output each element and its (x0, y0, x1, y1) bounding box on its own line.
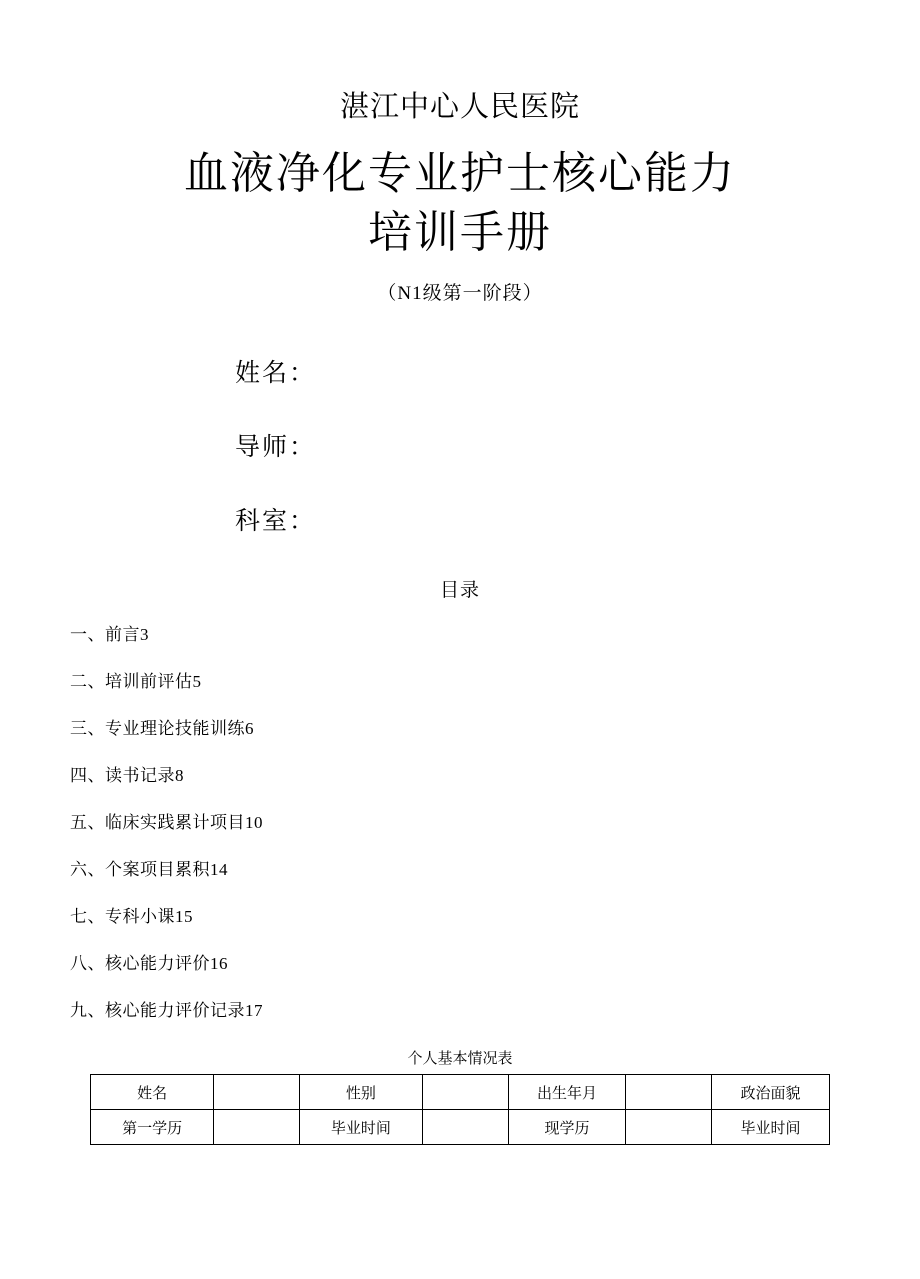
toc-item[interactable]: 九、核心能力评价记录17 (70, 1001, 263, 1021)
title-subtitle: （N1级第一阶段） (377, 283, 543, 305)
cell-input[interactable] (422, 1075, 508, 1110)
toc-item[interactable]: 一、前言3 (70, 625, 149, 645)
field-department: 科室： (235, 508, 317, 536)
cell-label: 性别 (299, 1075, 422, 1110)
toc-item[interactable]: 二、培训前评估5 (70, 672, 202, 692)
toc-item[interactable]: 三、专业理论技能训练6 (70, 719, 254, 739)
cell-label: 毕业时间 (299, 1110, 422, 1145)
page-title (70, 144, 850, 263)
table-row (91, 1110, 830, 1145)
field-mentor: 导师： (235, 434, 317, 462)
field-name: 姓名： (235, 360, 317, 388)
title-line-2: 培训手册 (368, 207, 552, 259)
toc-item[interactable]: 八、核心能力评价16 (70, 954, 228, 974)
cell-label: 出生年月 (508, 1075, 626, 1110)
toc-item[interactable]: 六、个案项目累积14 (70, 860, 228, 880)
cell-label: 姓名 (91, 1075, 214, 1110)
fill-in-fields (70, 353, 850, 537)
cell-input[interactable] (422, 1110, 508, 1145)
cell-label: 现学历 (508, 1110, 626, 1145)
cell-input[interactable] (214, 1075, 300, 1110)
table-caption: 个人基本情况表 (407, 1051, 513, 1068)
personal-info-table (90, 1074, 830, 1145)
cell-label: 第一学历 (91, 1110, 214, 1145)
cell-input[interactable] (626, 1110, 712, 1145)
table-of-contents (70, 620, 850, 1021)
table-row (91, 1075, 830, 1110)
cell-input[interactable] (214, 1110, 300, 1145)
cell-input[interactable] (626, 1075, 712, 1110)
toc-item[interactable]: 七、专科小课15 (70, 907, 193, 927)
toc-heading: 目录 (439, 580, 480, 602)
cell-label: 政治面貌 (712, 1075, 830, 1110)
hospital-name: 湛江中心人民医院 (339, 89, 580, 123)
cell-label: 毕业时间 (712, 1110, 830, 1145)
toc-item[interactable]: 五、临床实践累计项目10 (70, 813, 263, 833)
toc-item[interactable]: 四、读书记录8 (70, 766, 184, 786)
title-line-1: 血液净化专业护士核心能力 (184, 147, 736, 199)
